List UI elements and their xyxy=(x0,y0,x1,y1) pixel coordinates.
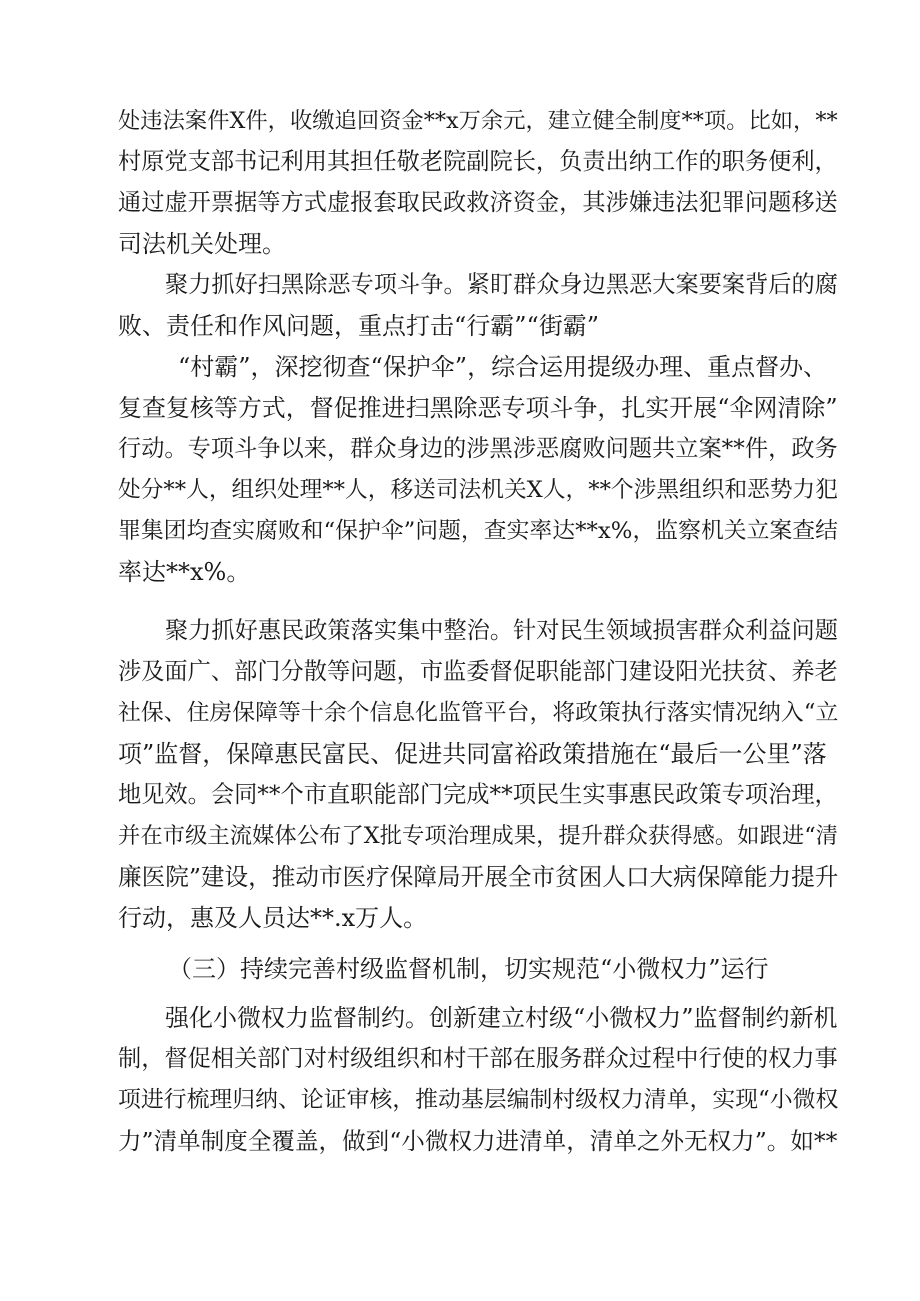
section-heading: （三）持续完善村级监督机制，切实规范“小微权力”运行 xyxy=(168,955,769,983)
body-text-line: 廉医院”建设，推动市医疗保障局开展全市贫困人口大病保障能力提升 xyxy=(118,863,839,891)
body-text-line: 通过虚开票据等方式虚报套取民政救济资金，其涉嫌违法犯罪问题移送 xyxy=(118,189,838,216)
body-text-line: 社保、住房保障等十余个信息化监管平台，将政策执行落实情况纳入“立 xyxy=(118,700,839,726)
body-text-line: 处分**人，组织处理**人，移送司法机关X人，**个涉黑组织和恶势力犯 xyxy=(118,477,838,503)
body-text-line: 行动，惠及人员达**.x万人。 xyxy=(118,904,428,932)
body-text-line: 并在市级主流媒体公布了X批专项治理成果，提升群众获得感。如跟进“清 xyxy=(118,823,838,849)
body-text-line: 力”清单制度全覆盖，做到“小微权力进清单，清单之外无权力”。如** xyxy=(118,1127,838,1155)
body-text-line: 村原党支部书记利用其担任敬老院副院长，负责出纳工作的职务便利， xyxy=(118,148,838,175)
paragraph-first-line: 强化小微权力监督制约。创新建立村级“小微权力”监督制约新机 xyxy=(165,1004,838,1032)
body-text-line: 项进行梳理归纳、论证审核，推动基层编制村级权力清单，实现“小微权 xyxy=(118,1087,839,1113)
body-text-line: 罪集团均查实腐败和“保护伞”问题，查实率达**x%，监察机关立案查结 xyxy=(118,518,838,544)
body-text-line: 行动。专项斗争以来，群众身边的涉黑涉恶腐败问题共立案**件，政务 xyxy=(118,435,838,462)
body-text-line: “村霸”，深挖彻查“保护伞”，综合运用提级办理、重点督办、 xyxy=(178,353,828,381)
body-text-line: 复查复核等方式，督促推进扫黑除恶专项斗争，扎实开展“伞网清除” xyxy=(118,394,838,422)
body-text-line: 败、责任和作风问题，重点打击“行霸”“街霸” xyxy=(118,312,600,340)
body-text-line: 地见效。会同**个市直职能部门完成**项民生实事惠民政策专项治理， xyxy=(118,781,838,808)
body-text-line: 率达**x%。 xyxy=(118,558,251,586)
paragraph-first-line: 聚力抓好惠民政策落实集中整治。针对民生领域损害群众利益问题 xyxy=(165,617,838,644)
body-text-line: 制，督促相关部门对村级组织和村干部在服务群众过程中行使的权力事 xyxy=(118,1045,838,1072)
body-text-line: 司法机关处理。 xyxy=(118,230,286,258)
paragraph-first-line: 聚力抓好扫黑除恶专项斗争。紧盯群众身边黑恶大案要案背后的腐 xyxy=(165,271,838,298)
body-text-line: 处违法案件X件，收缴追回资金**x万余元，建立健全制度**项。比如，** xyxy=(118,108,838,134)
body-text-line: 项”监督，保障惠民富民、促进共同富裕政策措施在“最后一公里”落 xyxy=(118,740,827,768)
body-text-line: 涉及面广、部门分散等问题，市监委督促职能部门建设阳光扶贫、养老 xyxy=(118,658,838,685)
